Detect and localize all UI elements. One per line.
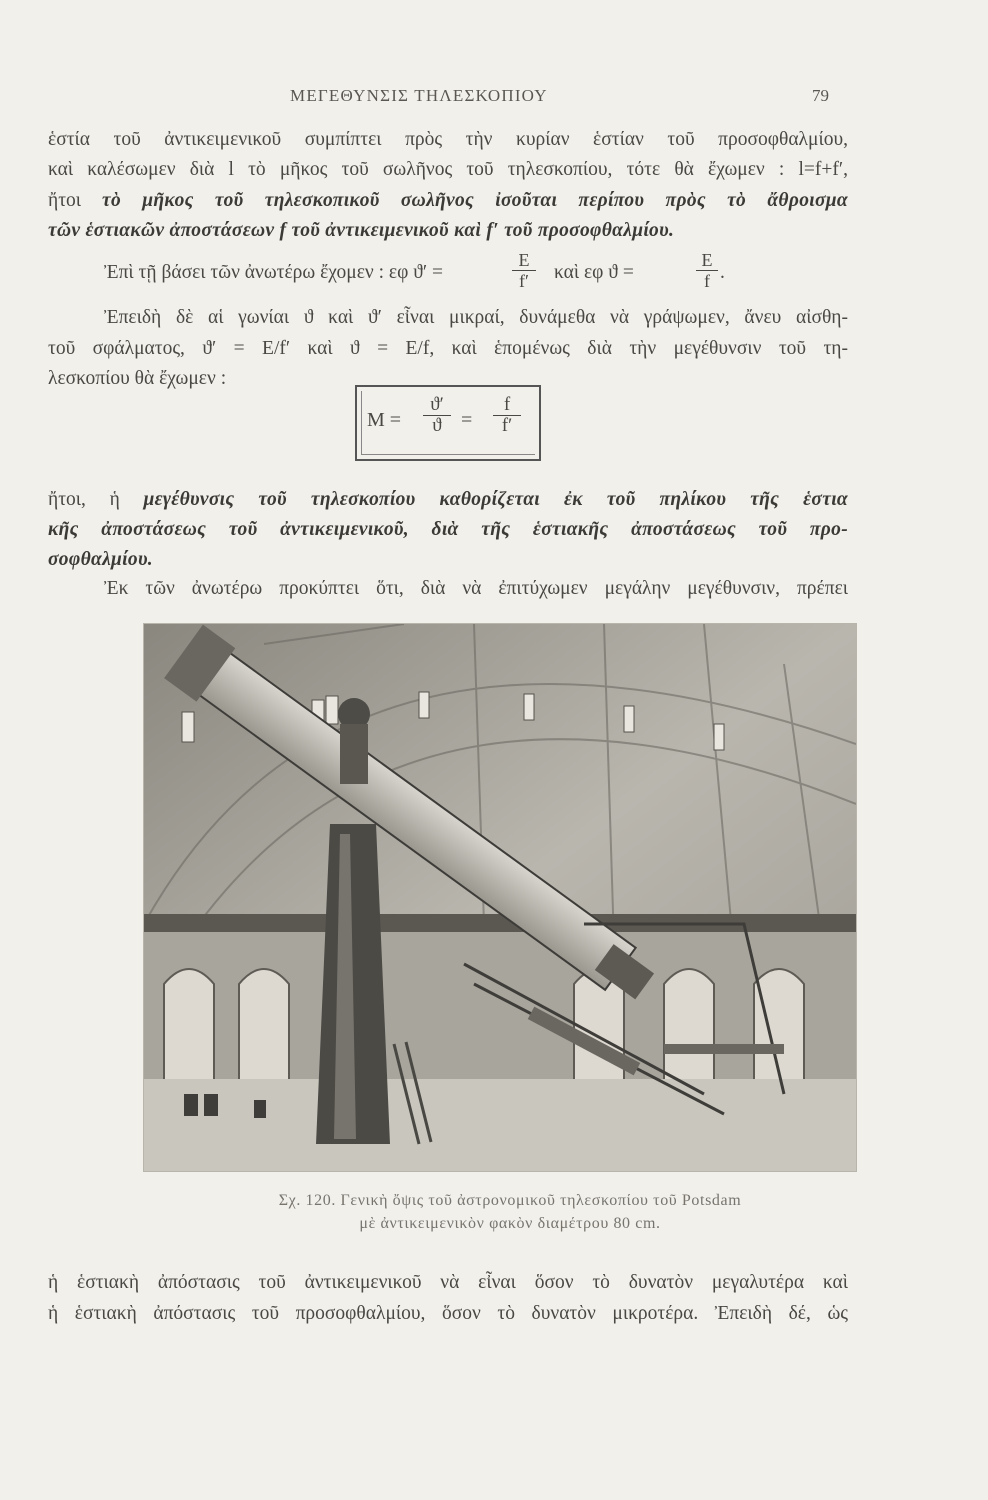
fraction-numerator: ϑ′ — [430, 394, 444, 415]
text-line: Ἐκ τῶν ἀνωτέρω προκύπτει ὅτι, διὰ νὰ ἐπιτύχωμεν μεγάλην μεγέθυνσιν, πρέπει — [104, 578, 848, 599]
fraction — [423, 395, 451, 436]
text-span: ἤτοι, ἡ — [48, 489, 144, 510]
emphasized-text: τὸ μῆκος τοῦ τηλεσκοπικοῦ σωλῆνος ἰσοῦται περίπου πρὸς τὸ ἄθροισμα — [101, 190, 849, 211]
formula-lhs: M = — [367, 409, 402, 431]
fraction-denominator: f — [704, 271, 710, 291]
text-line: ἑστία τοῦ ἀντικειμενικοῦ συμπίπτει πρὸς τὴν κυρίαν ἑστίαν τοῦ προσοφθαλμίου, — [48, 129, 848, 150]
text-line: λεσκοπίου θὰ ἔχωμεν : — [48, 368, 227, 389]
fraction-denominator: f′ — [501, 415, 513, 436]
fraction-denominator: f′ — [519, 271, 529, 291]
figure-caption: Σχ. 120. Γενικὴ ὄψις τοῦ ἀστρονομικοῦ τηλεσκοπίου τοῦ Potsdam — [278, 1192, 742, 1209]
text-line: Ἐπειδὴ δὲ αἱ γωνίαι ϑ καὶ ϑ′ εἶναι μικραί, δυνάμεθα νὰ γράψωμεν, ἄνευ αἰσθη- — [104, 307, 848, 328]
fraction-numerator: E — [701, 250, 713, 270]
emphasized-text: σοφθαλμίου. — [48, 549, 153, 570]
text-line: τοῦ σφάλματος, ϑ′ = E/f′ καὶ ϑ = E/f, καὶ ἑπομένως διὰ τὴν μεγέθυνσιν τοῦ τη- — [48, 338, 848, 359]
fraction — [696, 250, 718, 291]
fraction — [512, 250, 536, 291]
text-line: καὶ καλέσωμεν διὰ l τὸ μῆκος τοῦ σωλῆνος τοῦ τηλεσκοπίου, τότε θὰ ἔχωμεν : l=f+f′, — [48, 159, 848, 180]
page-header — [0, 86, 988, 110]
equation-line — [104, 250, 844, 300]
emphasized-text: μεγέθυνσις τοῦ τηλεσκοπίου καθορίζεται ἐκ τοῦ πηλίκου τῆς ἑστια — [143, 489, 848, 510]
text-span: ἤτοι — [48, 190, 102, 211]
boxed-formula — [355, 385, 541, 461]
running-title: ΜΕΓΕΘΥΝΣΙΣ ΤΗΛΕΣΚΟΠΙΟΥ — [290, 86, 548, 105]
telescope-photograph — [143, 623, 857, 1172]
equation-text: Ἐπὶ τῇ βάσει τῶν ἀνωτέρω ἔχομεν : εφ ϑ′ = — [104, 262, 444, 283]
telescope-illustration — [144, 624, 856, 1171]
formula-equals: = — [461, 409, 473, 431]
fraction-numerator: E — [518, 250, 530, 270]
text-line — [48, 188, 848, 214]
page-number: 79 — [812, 86, 829, 105]
equation-text: καὶ εφ ϑ = — [554, 262, 634, 283]
text-line: ἡ ἑστιακὴ ἀπόστασις τοῦ ἀντικειμενικοῦ νὰ εἶναι ὅσον τὸ δυνατὸν μεγαλυτέρα καὶ — [48, 1272, 848, 1293]
equation-text: . — [720, 262, 725, 283]
figure-caption: μὲ ἀντικειμενικὸν φακὸν διαμέτρου 80 cm. — [359, 1215, 661, 1232]
text-line — [48, 487, 848, 513]
fraction-numerator: f — [503, 394, 511, 415]
emphasized-text: τῶν ἑστιακῶν ἀποστάσεων f τοῦ ἀντικειμενικοῦ καὶ f′ τοῦ προσοφθαλμίου. — [48, 220, 675, 241]
fraction-denominator: ϑ — [432, 415, 442, 436]
fraction — [493, 395, 521, 436]
text-line: ἡ ἑστιακὴ ἀπόστασις τοῦ προσοφθαλμίου, ὅσον τὸ δυνατὸν μικροτέρα. Ἐπειδὴ δέ, ὡς — [48, 1303, 848, 1324]
emphasized-text: κῆς ἀποστάσεως τοῦ ἀντικειμενικοῦ, διὰ τῆς ἑστιακῆς ἀποστάσεως τοῦ προ- — [48, 519, 848, 540]
